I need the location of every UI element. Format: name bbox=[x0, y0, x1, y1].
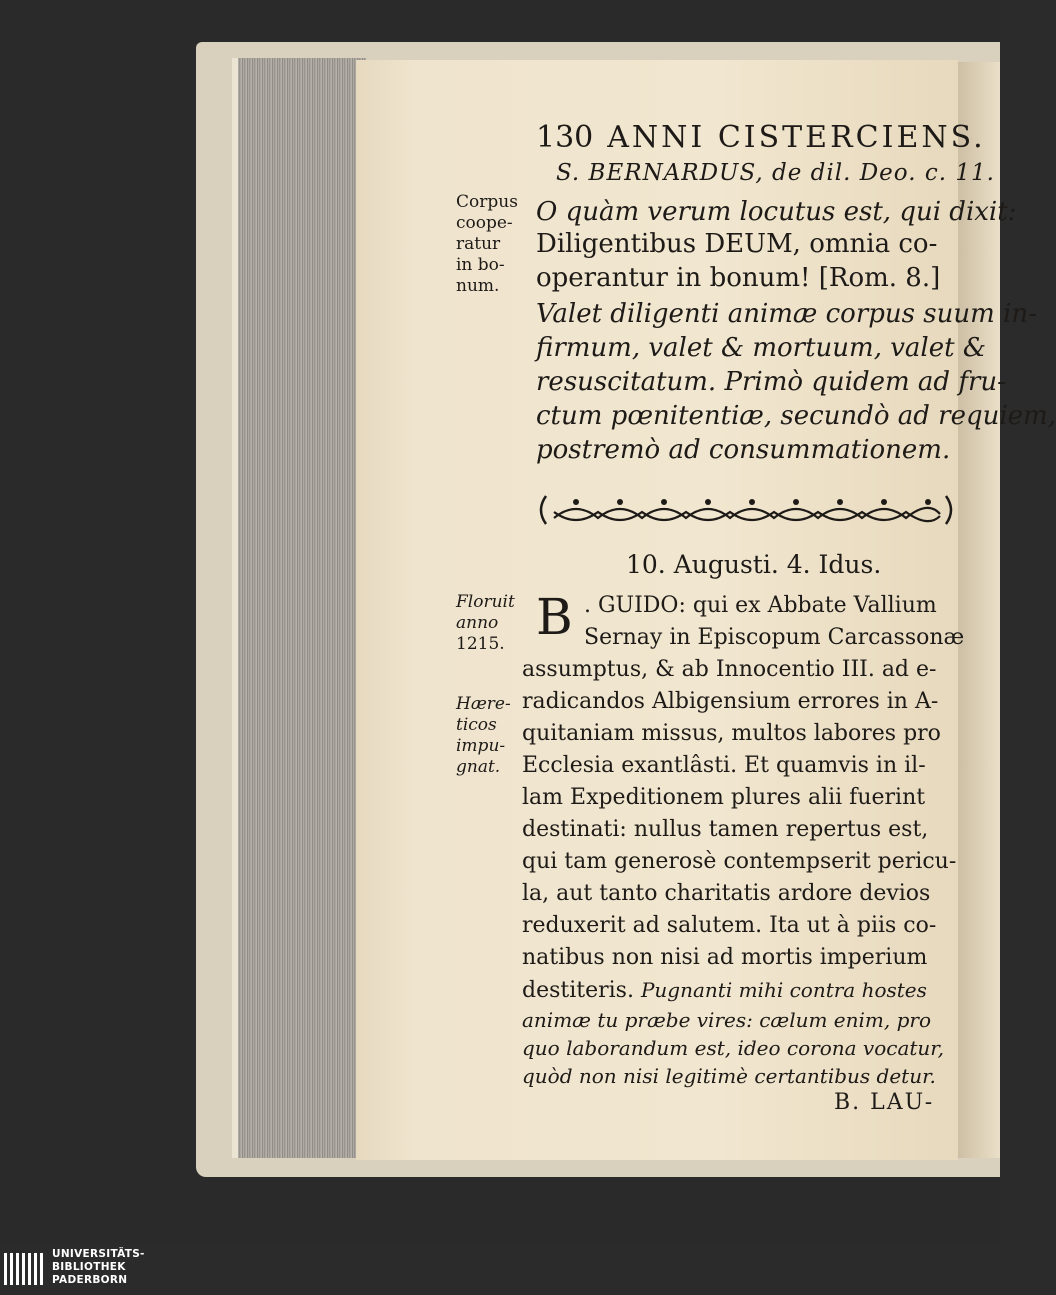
text-line: animæ tu præbe vires: cælum enim, pro bbox=[522, 1008, 932, 1032]
library-logo-icon bbox=[4, 1249, 46, 1289]
margin-note-line: Floruit bbox=[456, 592, 515, 612]
margin-note-line: coope- bbox=[456, 213, 513, 233]
ornament-border-icon bbox=[536, 492, 956, 528]
margin-note-line: ratur bbox=[456, 234, 501, 254]
margin-note-line: ticos bbox=[456, 715, 497, 735]
drop-cap: B bbox=[536, 588, 573, 646]
margin-note-line: gnat. bbox=[456, 757, 501, 777]
text-line: quitaniam missus, multos labores pro bbox=[522, 721, 941, 746]
text-line: Sernay in Episcopum Carcassonæ bbox=[584, 625, 965, 650]
text-line: natibus non nisi ad mortis imperium bbox=[522, 945, 928, 970]
margin-note-corpus bbox=[456, 192, 536, 297]
logo-line: UNIVERSITÄTS- bbox=[52, 1248, 145, 1260]
footer-bar bbox=[0, 1243, 1000, 1295]
text-line: . GUIDO: qui ex Abbate Vallium bbox=[584, 593, 937, 618]
subheader: S. BERNARDUS, de dil. Deo. c. 11. bbox=[556, 160, 995, 186]
running-head bbox=[536, 120, 986, 155]
text-line: lam Expeditionem plures alii fuerint bbox=[522, 785, 926, 810]
catchword: B. LAU- bbox=[834, 1090, 935, 1115]
text-line: O quàm verum locutus est, qui dixit: bbox=[536, 197, 1017, 227]
margin-note-line: num. bbox=[456, 276, 500, 296]
running-head-title: ANNI CISTERCIENS. bbox=[607, 120, 986, 155]
feast-date bbox=[626, 550, 881, 579]
text-line: destinati: nullus tamen repertus est, bbox=[522, 817, 929, 842]
text-line: assumptus, & ab Innocentio III. ad e- bbox=[522, 657, 937, 682]
text-line: operantur in bonum! [Rom. 8.] bbox=[536, 263, 941, 293]
margin-note-line: Corpus bbox=[456, 192, 518, 212]
logo-line: PADERBORN bbox=[52, 1274, 128, 1286]
margin-note-line: Hære- bbox=[456, 694, 511, 714]
text-line: resuscitatum. Primò quidem ad fru- bbox=[536, 367, 1006, 397]
logo-line: BIBLIOTHEK bbox=[52, 1261, 126, 1273]
text-line: la, aut tanto charitatis ardore devios bbox=[522, 881, 931, 906]
text-segment: destiteris. bbox=[522, 978, 634, 1003]
margin-note-floruit bbox=[456, 592, 536, 655]
margin-note-line: impu- bbox=[456, 736, 506, 756]
margin-note-line: 1215. bbox=[456, 634, 505, 654]
text-line: firmum, valet & mortuum, valet & bbox=[536, 333, 986, 363]
text-line: Valet diligenti animæ corpus suum in- bbox=[536, 299, 1037, 329]
text-line: reduxerit ad salutem. Ita ut à piis co- bbox=[522, 913, 937, 938]
text-line: Diligentibus DEUM, omnia co- bbox=[536, 229, 938, 259]
text-line: quo laborandum est, ideo corona vocatur, bbox=[522, 1036, 945, 1060]
margin-note-line: anno bbox=[456, 613, 499, 633]
text-line bbox=[522, 974, 927, 1007]
text-line: radicandos Albigensium errores in A- bbox=[522, 689, 939, 714]
library-logo-text bbox=[52, 1248, 145, 1287]
margin-note-line: in bo- bbox=[456, 255, 505, 275]
page-edges bbox=[232, 58, 366, 1158]
text-line: postremò ad consummationem. bbox=[536, 435, 951, 465]
date-text: 10. Augusti. 4. Idus. bbox=[626, 550, 882, 579]
text-line: ctum pœnitentiæ, secundò ad requiem, bbox=[536, 401, 1056, 431]
text-segment-italic: Pugnanti mihi contra hostes bbox=[640, 978, 927, 1002]
text-line: qui tam generosè contempserit pericu- bbox=[522, 849, 957, 874]
text-line: quòd non nisi legitimè certantibus detur. bbox=[522, 1064, 936, 1088]
page-number: 130 bbox=[536, 120, 594, 155]
book-page bbox=[356, 60, 1056, 1160]
text-line: Ecclesia exantlâsti. Et quamvis in il- bbox=[522, 753, 926, 778]
